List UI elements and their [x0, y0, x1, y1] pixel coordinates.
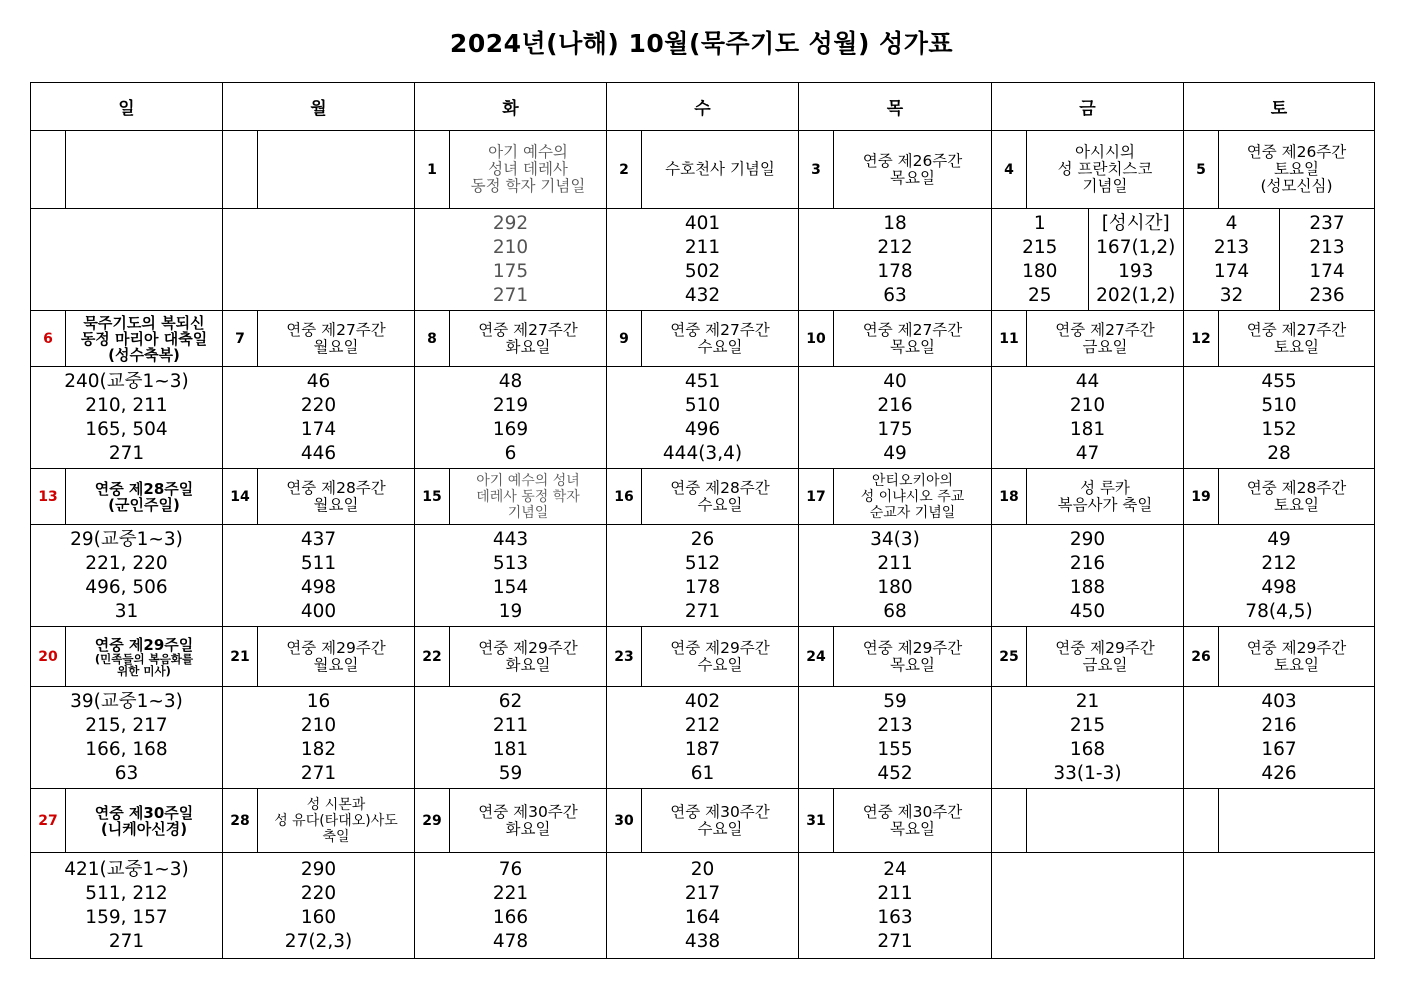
hymn-list: 1 215 180 25 — [992, 209, 1088, 310]
feast-name: 아기 예수의 성녀 데레사 동정 학자 기념일 — [450, 469, 607, 525]
weekday-sun: 일 — [31, 83, 223, 131]
hymn-list: 76 221 166 478 — [415, 853, 607, 959]
day-number: 31 — [799, 789, 834, 853]
week5-hymn-row — [31, 853, 1375, 959]
feast-name: 연중 제27주간 월요일 — [258, 311, 415, 367]
feast-name: 연중 제27주간 목요일 — [834, 311, 992, 367]
feast-name: 수호천사 기념일 — [642, 131, 799, 209]
feast-name: 연중 제28주일 (군인주일) — [66, 469, 223, 525]
empty-cell — [258, 131, 415, 209]
weekday-mon: 월 — [223, 83, 415, 131]
hymn-list: 21 215 168 33(1-3) — [992, 687, 1184, 789]
hymn-list: 20 217 164 438 — [607, 853, 799, 959]
feast-name: 연중 제29주간 목요일 — [834, 627, 992, 687]
feast-name: 묵주기도의 복되신 동정 마리아 대축일 (성수축복) — [66, 311, 223, 367]
hymn-list: 39(교중1~3) 215, 217 166, 168 63 — [31, 687, 223, 789]
day-number: 2 — [607, 131, 642, 209]
day-number: 1 — [415, 131, 450, 209]
feast-name: 연중 제29주간 월요일 — [258, 627, 415, 687]
hymn-list: 240(교중1~3) 210, 211 165, 504 271 — [31, 367, 223, 469]
feast-name: 연중 제30주간 화요일 — [450, 789, 607, 853]
hymn-list: 26 512 178 271 — [607, 525, 799, 627]
hymn-list: 290 216 188 450 — [992, 525, 1184, 627]
feast-name: 연중 제29주일 (민족들의 복음화를 위한 미사) — [66, 627, 223, 687]
feast-name: 연중 제29주간 토요일 — [1219, 627, 1375, 687]
feast-name: 연중 제30주일 (니케아신경) — [66, 789, 223, 853]
week5-label-row — [31, 789, 1375, 853]
feast-name: 연중 제29주간 화요일 — [450, 627, 607, 687]
week3-label-row — [31, 469, 1375, 525]
hymn-list: 16 210 182 271 — [223, 687, 415, 789]
weekday-thu: 목 — [799, 83, 992, 131]
day-number: 16 — [607, 469, 642, 525]
hymn-list: 401 211 502 432 — [607, 209, 799, 311]
hymn-list: 455 510 152 28 — [1184, 367, 1375, 469]
day-number: 3 — [799, 131, 834, 209]
feast-name: 연중 제26주간 목요일 — [834, 131, 992, 209]
hymn-list: 290 220 160 27(2,3) — [223, 853, 415, 959]
hymn-list: 421(교중1~3) 511, 212 159, 157 271 — [31, 853, 223, 959]
week2-label-row — [31, 311, 1375, 367]
empty-cell — [992, 789, 1027, 853]
hymn-list: 29(교중1~3) 221, 220 496, 506 31 — [31, 525, 223, 627]
feast-name: 연중 제30주간 수요일 — [642, 789, 799, 853]
feast-name: 연중 제27주간 금요일 — [1027, 311, 1184, 367]
day-number: 12 — [1184, 311, 1219, 367]
hymn-list: 18 212 178 63 — [799, 209, 992, 311]
day-number: 23 — [607, 627, 642, 687]
day-number: 30 — [607, 789, 642, 853]
feast-name: 연중 제28주간 월요일 — [258, 469, 415, 525]
week4-label-row — [31, 627, 1375, 687]
hymn-list: 59 213 155 452 — [799, 687, 992, 789]
day-number: 19 — [1184, 469, 1219, 525]
feast-name: 아기 예수의 성녀 데레사 동정 학자 기념일 — [450, 131, 607, 209]
hymn-list: 237 213 174 236 — [1309, 212, 1345, 306]
day-number: 5 — [1184, 131, 1219, 209]
week1-hymn-row — [31, 209, 1375, 311]
empty-cell — [223, 209, 415, 311]
feast-name: 연중 제28주간 수요일 — [642, 469, 799, 525]
hymn-list-split — [992, 209, 1184, 311]
hymn-list: 46 220 174 446 — [223, 367, 415, 469]
hymn-list: 24 211 163 271 — [799, 853, 992, 959]
weekday-sat: 토 — [1184, 83, 1375, 131]
feast-name: 성 시몬과 성 유다(타대오)사도 축일 — [258, 789, 415, 853]
page-title: 2024년(나해) 10월(묵주기도 성월) 성가표 — [449, 29, 954, 58]
day-number: 8 — [415, 311, 450, 367]
weekday-tue: 화 — [415, 83, 607, 131]
feast-name: 연중 제27주간 수요일 — [642, 311, 799, 367]
empty-cell — [1219, 789, 1375, 853]
feast-name: 연중 제28주간 토요일 — [1219, 469, 1375, 525]
day-number: 25 — [992, 627, 1027, 687]
hymn-list: 402 212 187 61 — [607, 687, 799, 789]
feast-name: 연중 제26주간 토요일 (성모신심) — [1219, 131, 1375, 209]
hymn-list: 49 212 498 78(4,5) — [1184, 525, 1375, 627]
empty-cell — [1184, 853, 1375, 959]
week4-hymn-row — [31, 687, 1375, 789]
feast-name: 성 루카 복음사가 축일 — [1027, 469, 1184, 525]
day-number: 14 — [223, 469, 258, 525]
day-number: 26 — [1184, 627, 1219, 687]
day-number: 6 — [31, 311, 66, 367]
feast-name: 안티오키아의 성 이냐시오 주교 순교자 기념일 — [834, 469, 992, 525]
empty-cell — [1184, 789, 1219, 853]
day-number: 10 — [799, 311, 834, 367]
hymn-list: 443 513 154 19 — [415, 525, 607, 627]
day-number: 27 — [31, 789, 66, 853]
feast-name: 연중 제29주간 금요일 — [1027, 627, 1184, 687]
day-number: 28 — [223, 789, 258, 853]
empty-cell — [992, 853, 1184, 959]
weekday-wed: 수 — [607, 83, 799, 131]
day-number: 24 — [799, 627, 834, 687]
day-number: 11 — [992, 311, 1027, 367]
weekday-header-row — [31, 83, 1375, 131]
week1-label-row — [31, 131, 1375, 209]
empty-cell — [1027, 789, 1184, 853]
feast-name: 연중 제30주간 목요일 — [834, 789, 992, 853]
hymn-list: 48 219 169 6 — [415, 367, 607, 469]
hymn-list: 403 216 167 426 — [1184, 687, 1375, 789]
day-number: 29 — [415, 789, 450, 853]
week2-hymn-row — [31, 367, 1375, 469]
feast-name: 아시시의 성 프란치스코 기념일 — [1027, 131, 1184, 209]
day-number: 13 — [31, 469, 66, 525]
day-number: 20 — [31, 627, 66, 687]
hymn-list: 62 211 181 59 — [415, 687, 607, 789]
hymn-list-split — [1184, 209, 1375, 311]
empty-cell — [31, 131, 66, 209]
week3-hymn-row — [31, 525, 1375, 627]
hymn-list: 34(3) 211 180 68 — [799, 525, 992, 627]
empty-cell — [223, 131, 258, 209]
empty-cell — [66, 131, 223, 209]
hymn-list: 4 213 174 32 — [1184, 209, 1280, 310]
feast-name: 연중 제27주간 화요일 — [450, 311, 607, 367]
day-number: 15 — [415, 469, 450, 525]
day-number: 17 — [799, 469, 834, 525]
day-number: 7 — [223, 311, 258, 367]
day-number: 4 — [992, 131, 1027, 209]
hymn-list: 44 210 181 47 — [992, 367, 1184, 469]
feast-name: 연중 제29주간 수요일 — [642, 627, 799, 687]
hymn-list: 437 511 498 400 — [223, 525, 415, 627]
empty-cell — [31, 209, 223, 311]
feast-name: 연중 제27주간 토요일 — [1219, 311, 1375, 367]
day-number: 9 — [607, 311, 642, 367]
day-number: 21 — [223, 627, 258, 687]
hymn-list: 40 216 175 49 — [799, 367, 992, 469]
day-number: 22 — [415, 627, 450, 687]
hymn-calendar-table — [30, 82, 1375, 959]
weekday-fri: 금 — [992, 83, 1184, 131]
hymn-list: 292 210 175 271 — [415, 209, 607, 311]
day-number: 18 — [992, 469, 1027, 525]
hymn-list: 451 510 496 444(3,4) — [607, 367, 799, 469]
holy-hour-hymn-list: [성시간] 167(1,2) 193 202(1,2) — [1096, 212, 1176, 306]
